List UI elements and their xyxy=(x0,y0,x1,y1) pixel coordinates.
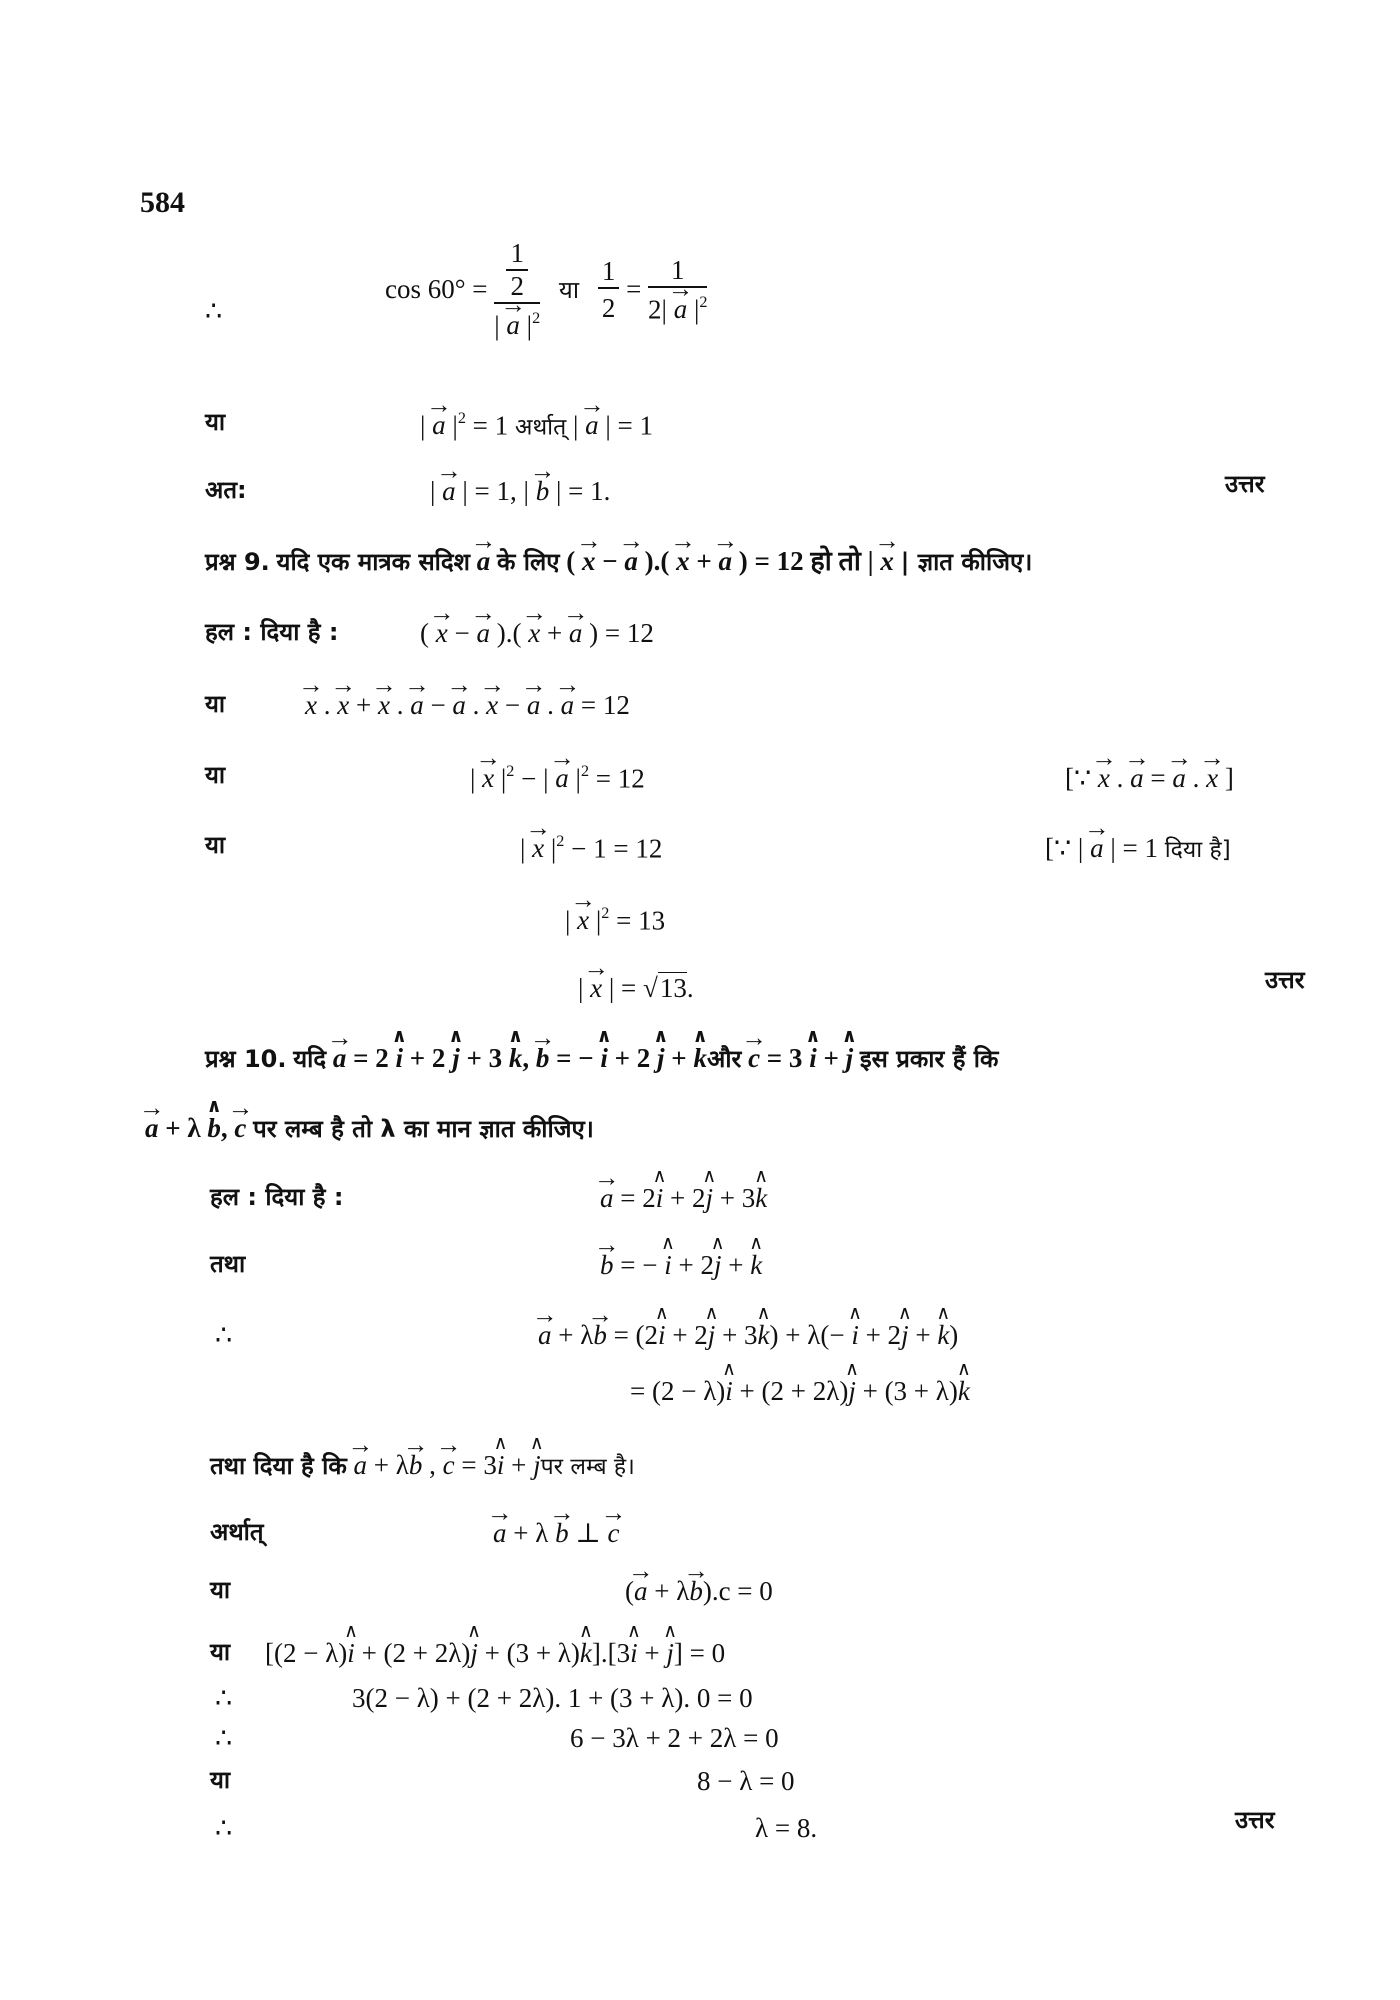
therefore-symbol: ∴ xyxy=(215,1320,233,1350)
fraction-half-over-a-squared: $\frac{\frac{1}{2}}{| \to a |^2}$ xyxy=(494,240,540,339)
question-10-line-1: प्रश्न 10. यदि → a = 2 ∧ i + 2 ∧ j + 3 ∧ k, → b = − ∧ i + 2 ∧ j + ∧ kऔर → c = 3 ∧ i + ∧ j इस प्रकार हैं कि xyxy=(205,1045,998,1072)
therefore-symbol: ∴ xyxy=(215,1813,233,1843)
question-10-line-2: → a + λ ∧ b, → c पर लम्ब है तो λ का मान ज्ञात कीजिए। xyxy=(145,1115,594,1142)
cos-equation: cos 60° = $\frac{\frac{1}{2}}{| \to a |^2}$ या $\frac{1}{2}$ = $\frac{1}{2| \to a |^2}$ xyxy=(385,240,707,339)
q9-step-2: → x . → x + → x . → a − → a . → x − → a . → a = 12 xyxy=(305,692,630,719)
q10-sum-simplified: = (2 − λ)∧ i + (2 + 2λ)∧ j + (3 + λ)∧ k xyxy=(630,1378,970,1405)
q9-step-6: | → x | = √13. xyxy=(578,975,694,1002)
label-or: या xyxy=(205,408,226,436)
therefore-symbol: ∴ xyxy=(215,1683,233,1713)
q10-given-perpendicular: तथा दिया है कि → a + λ→ b , → c = 3∧ i + ∧ jपर लम्ब है। xyxy=(210,1452,635,1479)
q10-step-10: 6 − 3λ + 2 + 2λ = 0 xyxy=(570,1723,779,1753)
a-magnitude-line: | → a $|^2 = 1$ अर्थात् | → a | = 1 xyxy=(420,410,653,439)
q10-dot-expanded: [(2 − λ)∧ i + (2 + 2λ)∧ j + (3 + λ)∧ k].[3∧ i + ∧ j] = 0 xyxy=(265,1640,725,1667)
q9-reason-unit: [∵ | → a | = 1 दिया है] xyxy=(1045,835,1231,862)
magnitudes-result: | → a | = 1, | → b | = 1. xyxy=(430,478,610,505)
label-and: तथा xyxy=(210,1250,246,1278)
label-or: या xyxy=(210,1638,231,1666)
fraction-one-half: $\frac{1}{2}$ xyxy=(598,258,620,322)
q9-step-1: ( → x − → a ).( → x + → a ) = 12 xyxy=(420,620,654,647)
label-or: या xyxy=(210,1766,231,1794)
fraction-one-over-2a-squared: $\frac{1}{2| \to a |^2}$ xyxy=(648,257,707,323)
q10-step-9: 3(2 − λ) + (2 + 2λ). 1 + (3 + λ). 0 = 0 xyxy=(352,1683,753,1713)
solution-label: हल : दिया है : xyxy=(205,618,339,646)
label-or: या xyxy=(210,1576,231,1604)
cos-lhs: cos 60° = xyxy=(385,274,488,305)
q9-reason-commutative: [∵ → x . → a = → a . → x ] xyxy=(1065,765,1234,792)
q9-step-4: | → x $|^2 - 1 = 12$ xyxy=(520,833,662,862)
question-9: प्रश्न 9. यदि एक मात्रक सदिश → a के लिए ( → x − → a ).( → x + → a ) = 12 हो तो | → x | ज्ञात कीजिए। xyxy=(205,548,1032,575)
label-hence: अत: xyxy=(205,476,247,504)
label-or: या xyxy=(205,761,226,789)
therefore-symbol: ∴ xyxy=(215,1723,233,1753)
q10-perp-statement: → a + λ → b ⊥ → c xyxy=(493,1520,619,1547)
q10-step-12: λ = 8. xyxy=(755,1813,818,1843)
q10-step-11: 8 − λ = 0 xyxy=(697,1766,795,1796)
q10-dot-zero: (→ a + λ→ b).c = 0 xyxy=(625,1578,773,1605)
answer-label: उत्तर xyxy=(1235,1806,1275,1834)
q9-step-3: | → x $|^2$ − | → a $|^2 = 12$ xyxy=(470,763,645,792)
q10-given-a: → a = 2∧ i + 2∧ j + 3∧ k xyxy=(600,1185,767,1212)
answer-label: उत्तर xyxy=(1225,470,1265,498)
q9-step-5: | → x $|^2 = 13$ xyxy=(565,905,665,934)
page-number: 584 xyxy=(140,186,185,219)
label-or: या xyxy=(205,831,226,859)
label-that-is: अर्थात् xyxy=(210,1518,264,1546)
or-connector: या xyxy=(558,275,580,304)
q10-sum-expansion: → a + λ→ b = (2∧ i + 2∧ j + 3∧ k) + λ(− ∧ i + 2∧ j + ∧ k) xyxy=(538,1322,958,1349)
solution-label: हल : दिया है : xyxy=(210,1183,344,1211)
q10-given-b: → b = − ∧ i + 2∧ j + ∧ k xyxy=(600,1252,762,1279)
therefore-symbol: ∴ xyxy=(205,296,223,326)
answer-label: उत्तर xyxy=(1265,966,1305,994)
label-or: या xyxy=(205,690,226,718)
